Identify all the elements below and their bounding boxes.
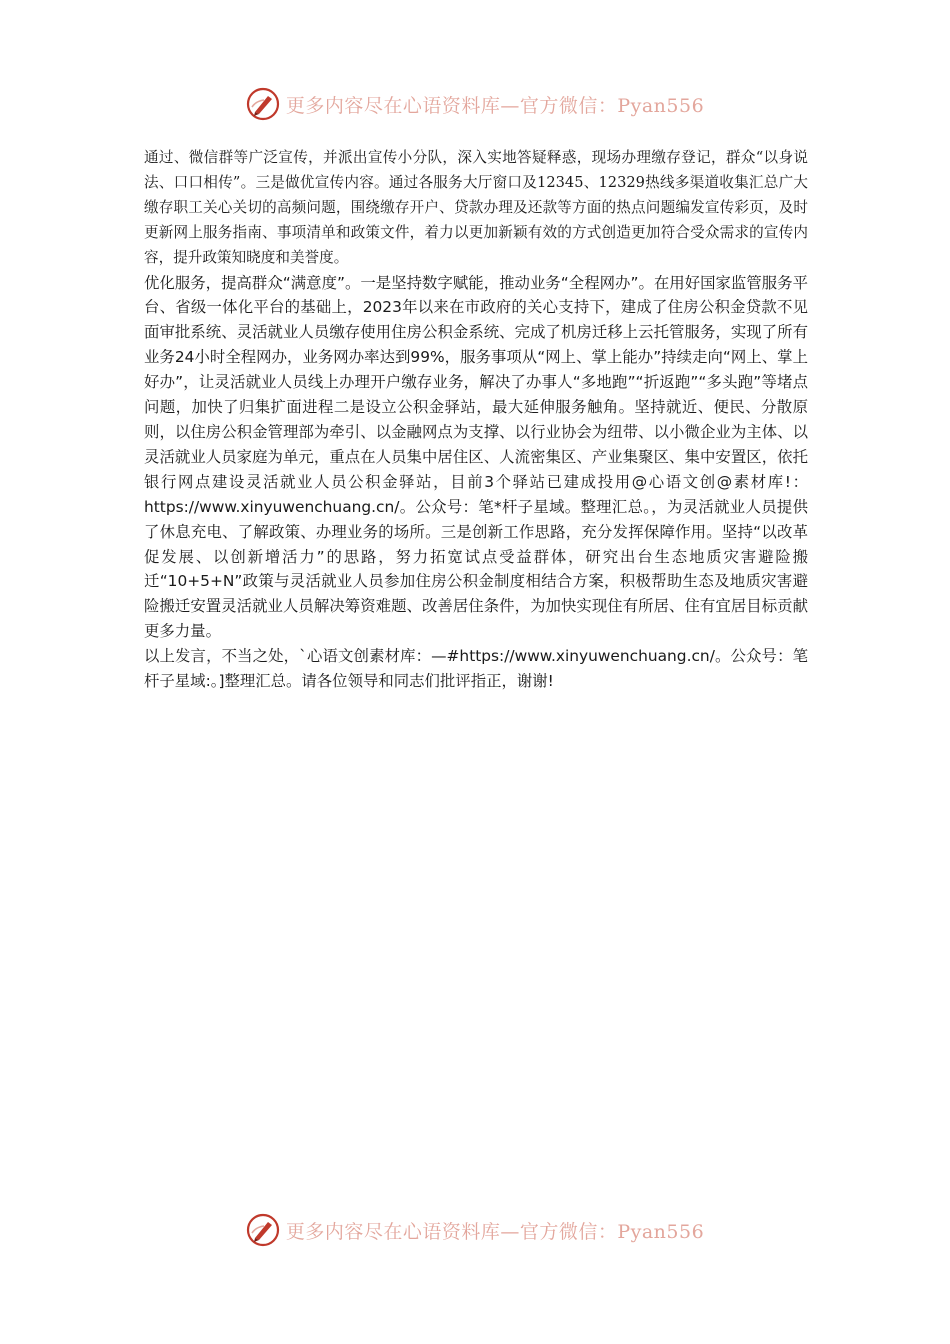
document-body (144, 146, 808, 694)
footer-banner-text: 更多内容尽在心语资料库—官方微信：Pyan556 (285, 1220, 705, 1243)
paragraph-closing: 以上发言，不当之处，`心语文创素材库：—#https://www.xinyuwenchuang.cn/。公众号：笔杆子星域:。]整理汇总。请各位领导和同志们批评指正，谢谢! (144, 647, 808, 691)
paragraph-service: 优化服务，提高群众“满意度”。一是坚持数字赋能，推动业务“全程网办”。在用好国家监管服务平台、省级一体化平台的基础上，2023年以来在市政府的关心支持下，建成了住房公积金贷款不见面审批系统、灵活就业人员缴存使用住房公积金系统、完成了机房迁移上云托管服务，实现了所有业务24小时全程网办，业务网办率达到99%，服务事项从“网上、掌上能办”持续走向“网上、掌上好办”，让灵活就业人员线上办理开户缴存业务，解决了办事人“多地跑”“折返跑”“多头跑”等堵点问题，加快了归集扩面进程二是设立公积金驿站，最大延伸服务触角。坚持就近、便民、分散原则，以住房公积金管理部为牵引、以金融网点为支撑、以行业协会为纽带、以小微企业为主体、以灵活就业人员家庭为单元，重点在人员集中居住区、人流密集区、产业集聚区、集中安置区，依托银行网点建设灵活就业人员公积金驿站，目前3个驿站已建成投用@心语文创@素材库!：https://www.xinyuwenchuang.cn/。公众号：笔*杆子星域。整理汇总。，为灵活就业人员提供了休息充电、了解政策、办理业务的场所。三是创新工作思路，充分发挥保障作用。坚持“以改革促发展、以创新增活力”的思路，努力拓宽试点受益群体，研究出台生态地质灾害避险搬迁“10+5+N”政策与灵活就业人员参加住房公积金制度相结合方案，积极帮助生态及地质灾害避险搬迁安置灵活就业人员解决筹资难题、改善居住条件，为加快实现住有所居、住有宜居目标贡献更多力量。 (144, 273, 808, 641)
footer-banner (0, 1208, 950, 1252)
paragraph-publicity: 通过、微信群等广泛宣传，并派出宣传小分队，深入实地答疑释惑，现场办理缴存登记，群众“以身说法、口口相传”。三是做优宣传内容。通过各服务大厅窗口及12345、12329热线多渠道收集汇总广大缴存职工关心关切的高频问题，围绕缴存开户、贷款办理及还款等方面的热点问题编发宣传彩页，及时更新网上服务指南、事项清单和政策文件，着力以更加新颖有效的方式创造更加符合受众需求的宣传内容，提升政策知晓度和美誉度。 (144, 149, 808, 266)
header-banner (0, 82, 950, 126)
pen-logo-icon (246, 87, 280, 121)
header-banner-text: 更多内容尽在心语资料库—官方微信：Pyan556 (285, 94, 705, 117)
pen-logo-icon (246, 1213, 280, 1247)
